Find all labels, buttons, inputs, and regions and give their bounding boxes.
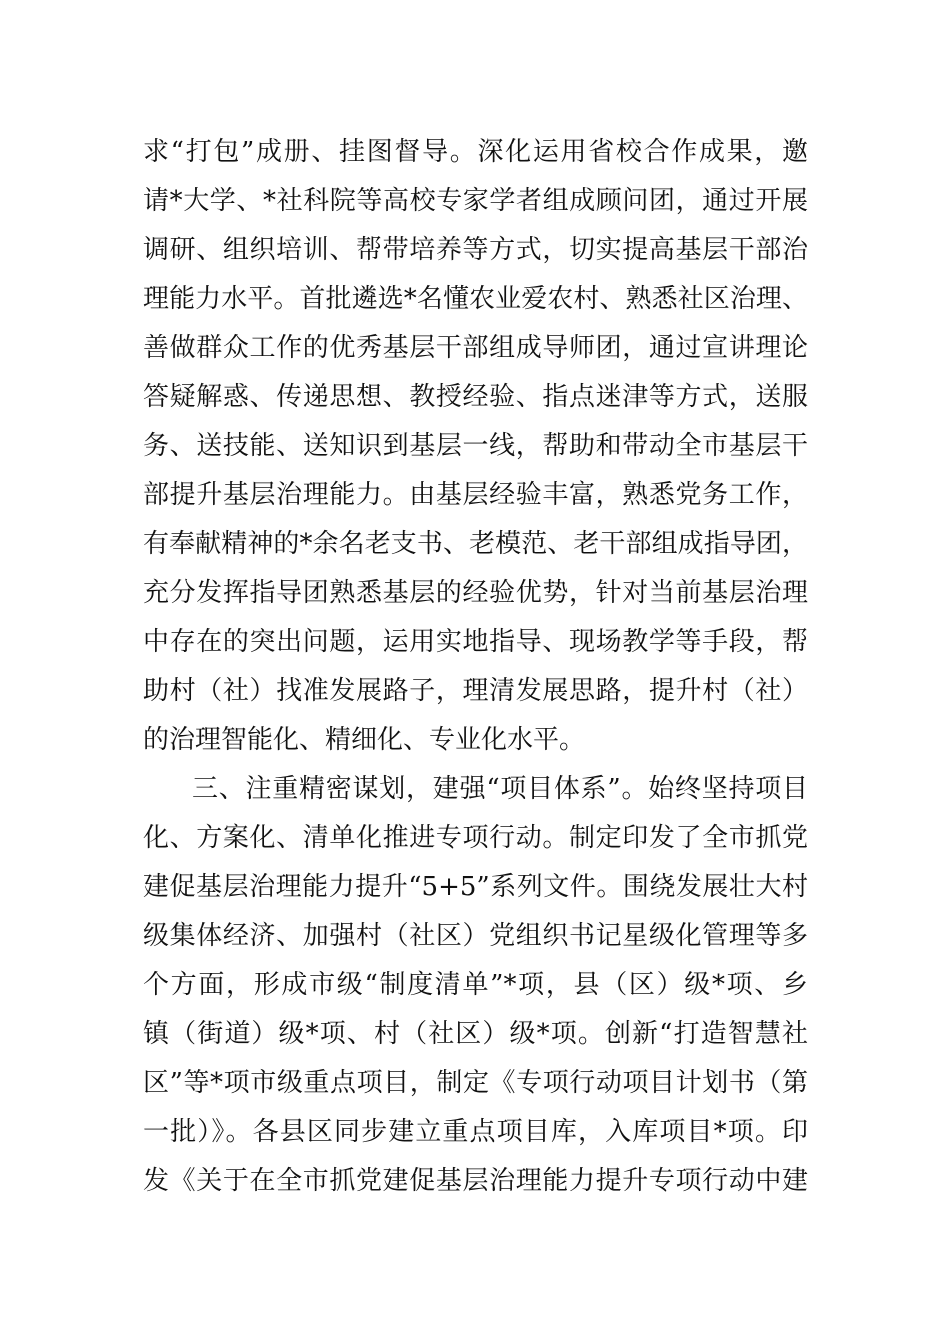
- paragraph-line: 级集体经济、加强村（社区）党组织书记星级化管理等多: [143, 921, 808, 951]
- section-heading-line: 三、注重精密谋划，建强“项目体系”。始终坚持项目: [192, 774, 808, 804]
- paragraph-line: 有奉献精神的*余名老支书、老模范、老干部组成指导团，: [143, 529, 808, 559]
- paragraph-line: 的治理智能化、精细化、专业化水平。: [143, 725, 586, 755]
- paragraph-line: 理能力水平。首批遴选*名懂农业爱农村、熟悉社区治理、: [143, 284, 808, 314]
- paragraph-line: 中存在的突出问题，运用实地指导、现场教学等手段，帮: [143, 627, 808, 657]
- paragraph-line: 请*大学、*社科院等高校专家学者组成顾问团，通过开展: [143, 186, 808, 216]
- paragraph-line: 充分发挥指导团熟悉基层的经验优势，针对当前基层治理: [143, 578, 808, 608]
- paragraph-line: 善做群众工作的优秀基层干部组成导师团，通过宣讲理论: [143, 333, 808, 363]
- paragraph-line: 调研、组织培训、帮带培养等方式，切实提高基层干部治: [143, 235, 808, 265]
- paragraph-line: 求“打包”成册、挂图督导。深化运用省校合作成果，邀: [143, 137, 808, 167]
- paragraph-line: 发《关于在全市抓党建促基层治理能力提升专项行动中建: [143, 1166, 808, 1196]
- paragraph-line: 个方面，形成市级“制度清单”*项，县（区）级*项、乡: [143, 970, 808, 1000]
- paragraph-line: 务、送技能、送知识到基层一线，帮助和带动全市基层干: [143, 431, 808, 461]
- paragraph-line: 化、方案化、清单化推进专项行动。制定印发了全市抓党: [143, 823, 808, 853]
- paragraph-line: 镇（街道）级*项、村（社区）级*项。创新“打造智慧社: [143, 1019, 808, 1049]
- paragraph-line: 答疑解惑、传递思想、教授经验、指点迷津等方式，送服: [143, 382, 808, 412]
- paragraph-line: 建促基层治理能力提升“5+5”系列文件。围绕发展壮大村: [143, 872, 808, 902]
- paragraph-line: 助村（社）找准发展路子，理清发展思路，提升村（社）: [143, 676, 808, 706]
- paragraph-line: 部提升基层治理能力。由基层经验丰富，熟悉党务工作，: [143, 480, 808, 510]
- paragraph-line: 一批）》。各县区同步建立重点项目库，入库项目*项。印: [143, 1117, 808, 1147]
- paragraph-line: 区”等*项市级重点项目，制定《专项行动项目计划书（第: [143, 1068, 808, 1098]
